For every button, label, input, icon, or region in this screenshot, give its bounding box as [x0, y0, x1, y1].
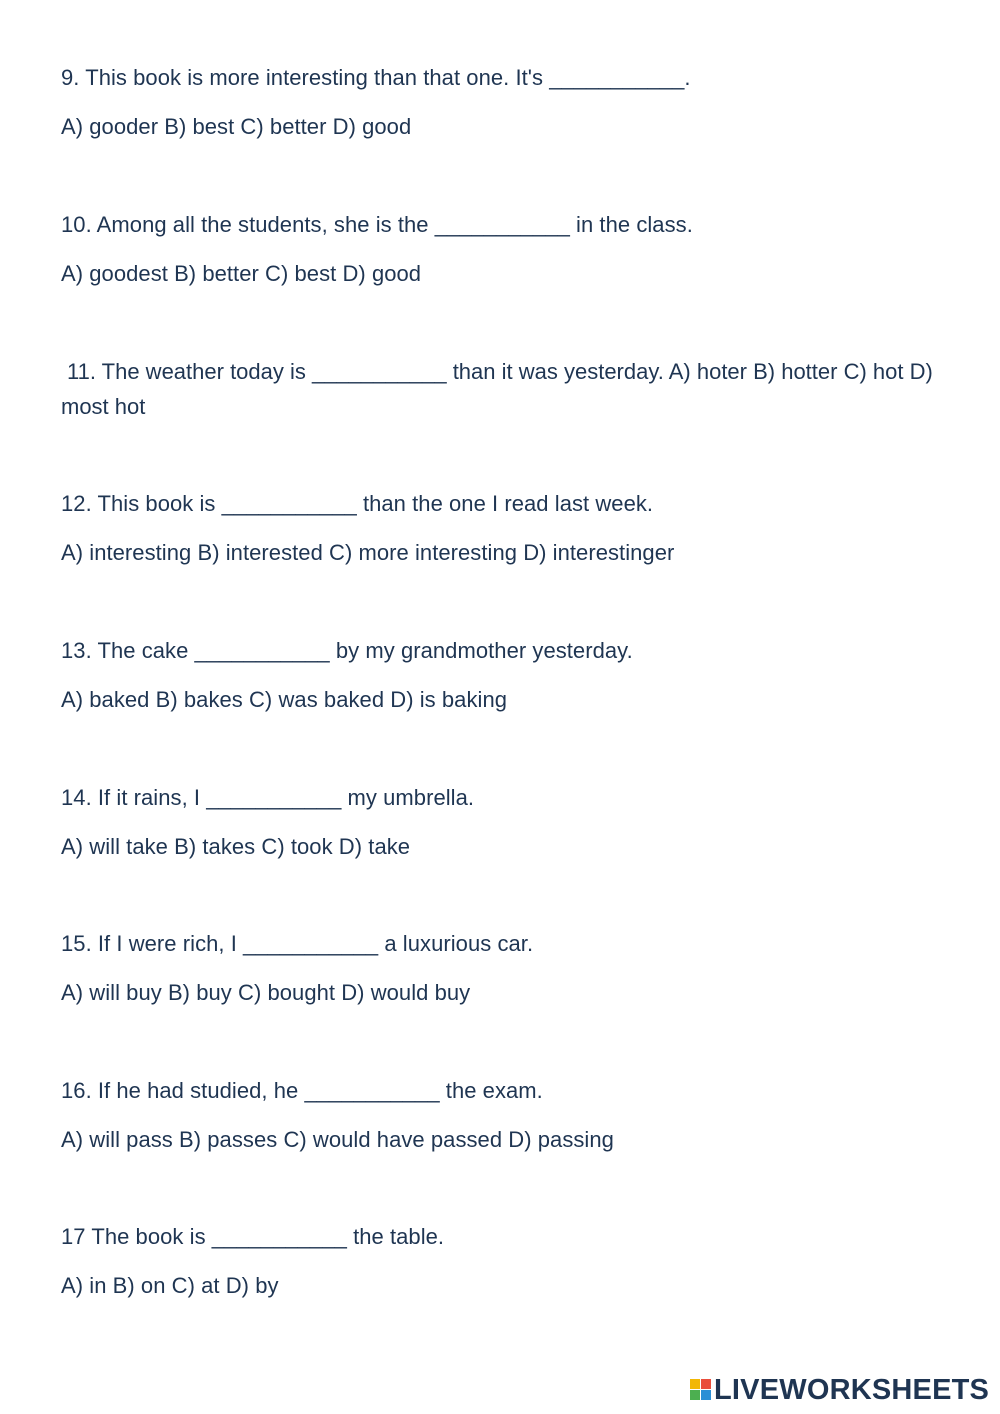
- logo-square-red: [701, 1379, 711, 1389]
- question-16-options: A) will pass B) passes C) would have passed D) passing: [61, 1127, 614, 1152]
- question-13-options: A) baked B) bakes C) was baked D) is baking: [61, 687, 508, 712]
- question-9-stem: 9. This book is more interesting than that one. It's ___________.: [61, 65, 691, 90]
- logo-square-green: [690, 1390, 700, 1400]
- question-10-stem: 10. Among all the students, she is the ___________ in the class.: [61, 212, 693, 237]
- question-15-stem: 15. If I were rich, I ___________ a luxurious car.: [61, 931, 534, 956]
- question-9-options: A) gooder B) best C) better D) good: [61, 114, 412, 139]
- liveworksheets-logo-icon: [690, 1379, 712, 1401]
- question-11-stem: 11. The weather today is ___________ than it was yesterday. A) hoter B) hotter C) hot D) most hot: [61, 359, 933, 419]
- question-16-stem: 16. If he had studied, he ___________ the exam.: [61, 1078, 543, 1103]
- question-13-stem: 13. The cake ___________ by my grandmother yesterday.: [61, 638, 633, 663]
- question-12-stem: 12. This book is ___________ than the one I read last week.: [61, 491, 654, 516]
- question-14-options: A) will take B) takes C) took D) take: [61, 834, 411, 859]
- question-17-stem: 17 The book is ___________ the table.: [61, 1224, 445, 1249]
- question-15-options: A) will buy B) buy C) bought D) would buy: [61, 980, 471, 1005]
- question-11-block: [61, 354, 951, 424]
- question-12-options: A) interesting B) interested C) more interesting D) interestinger: [61, 540, 675, 565]
- question-14-stem: 14. If it rains, I ___________ my umbrella.: [61, 785, 475, 810]
- liveworksheets-logo-text: LIVEWORKSHEETS: [714, 1373, 990, 1406]
- question-17-options: A) in B) on C) at D) by: [61, 1273, 279, 1298]
- logo-square-yellow: [690, 1379, 700, 1389]
- logo-square-blue: [701, 1390, 711, 1400]
- question-10-options: A) goodest B) better C) best D) good: [61, 261, 422, 286]
- liveworksheets-logo: [690, 1374, 989, 1406]
